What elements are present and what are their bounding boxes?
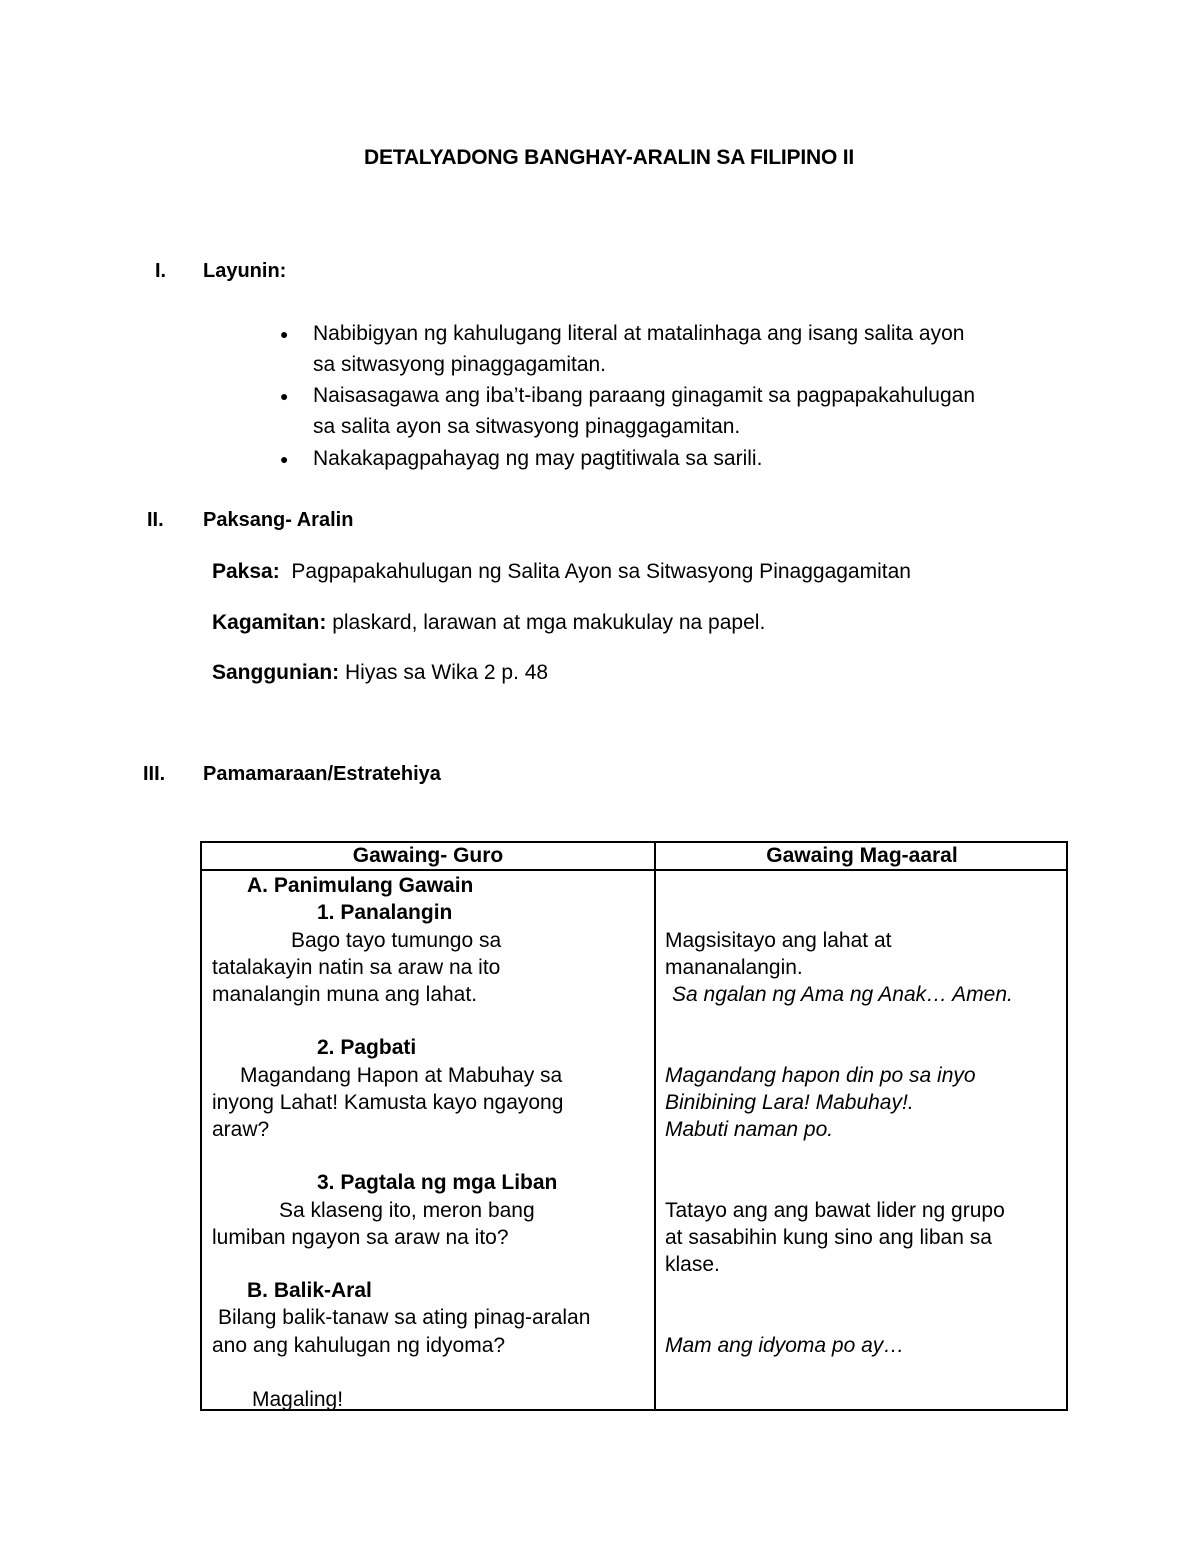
sanggunian-label: Sanggunian: — [212, 661, 340, 684]
section-2-number: II. — [147, 509, 164, 531]
student-r1-prayer: Sa ngalan ng Ama ng Anak… Amen. — [672, 983, 1013, 1006]
kagamitan-label: Kagamitan: — [212, 611, 327, 634]
kagamitan-value: plaskard, larawan at mga makukulay na papel. — [332, 611, 766, 634]
guro-s1-line: Bago tayo tumungo sa — [291, 929, 502, 952]
paksa-value: Pagpapakahulugan ng Salita Ayon sa Sitwasyong Pinaggagamitan — [291, 560, 911, 583]
guro-b-heading: B. Balik-Aral — [247, 1279, 372, 1302]
sanggunian-row — [212, 657, 548, 688]
guro-b-line: ano ang kahulugan ng idyoma? — [212, 1334, 506, 1357]
sanggunian-value: Hiyas sa Wika 2 p. 48 — [345, 661, 549, 684]
section-1-number: I. — [155, 260, 167, 282]
header-gawaing-mag-aaral: Gawaing Mag-aaral — [766, 844, 958, 867]
guro-s1-heading: 1. Panalangin — [317, 901, 453, 924]
header-divider — [202, 869, 1066, 871]
objective-3-line-1: Nakakapagpahayag ng may pagtitiwala sa sarili. — [313, 447, 763, 470]
section-3-number: III. — [143, 763, 166, 785]
guro-s2-line: inyong Lahat! Kamusta kayo ngayong — [212, 1091, 564, 1114]
guro-s3-heading: 3. Pagtala ng mga Liban — [317, 1171, 558, 1194]
header-gawaing-guro: Gawaing- Guro — [352, 844, 504, 867]
student-r3-line: at sasabihin kung sino ang liban sa — [665, 1226, 992, 1249]
student-r2-line: Mabuti naman po. — [665, 1118, 834, 1141]
paksa-label: Paksa: — [212, 560, 280, 583]
guro-s2-line: araw? — [212, 1118, 270, 1141]
bullet-icon: ● — [280, 388, 289, 404]
bullet-icon: ● — [280, 451, 289, 467]
bullet-icon: ● — [280, 326, 289, 342]
document-title: DETALYADONG BANGHAY-ARALIN SA FILIPINO II — [363, 146, 855, 169]
guro-s1-line: manalangin muna ang lahat. — [212, 983, 478, 1006]
objective-2-line-2: sa salita ayon sa sitwasyong pinaggagamitan. — [313, 415, 741, 438]
guro-a-heading: A. Panimulang Gawain — [247, 874, 474, 897]
student-r1-line: Magsisitayo ang lahat at — [665, 929, 892, 952]
guro-s1-line: tatalakayin natin sa araw na ito — [212, 956, 501, 979]
student-r2-line: Binibining Lara! Mabuhay!. — [665, 1091, 914, 1114]
student-r3-line: Tatayo ang ang bawat lider ng grupo — [665, 1199, 1005, 1222]
section-1-heading: Layunin: — [203, 260, 287, 282]
objective-2-line-1: Naisasagawa ang iba’t-ibang paraang ginagamit sa pagpapakahulugan — [313, 384, 975, 407]
section-3-heading: Pamamaraan/Estratehiya — [203, 763, 441, 785]
paksa-row — [212, 556, 911, 587]
student-r2-line: Magandang hapon din po sa inyo — [665, 1064, 976, 1087]
student-r4-line: Mam ang idyoma po ay… — [665, 1334, 905, 1357]
guro-s3-line: lumiban ngayon sa araw na ito? — [212, 1226, 509, 1249]
guro-b-closing: Magaling! — [252, 1388, 344, 1411]
lesson-table — [200, 841, 1068, 1411]
guro-s2-heading: 2. Pagbati — [317, 1036, 417, 1059]
student-r1-line: mananalangin. — [665, 956, 803, 979]
section-2-heading: Paksang- Aralin — [203, 509, 354, 531]
guro-s3-line: Sa klaseng ito, meron bang — [279, 1199, 535, 1222]
objective-1-line-2: sa sitwasyong pinaggagamitan. — [313, 353, 607, 376]
guro-b-line: Bilang balik-tanaw sa ating pinag-aralan — [218, 1306, 591, 1329]
kagamitan-row — [212, 607, 765, 638]
objective-1-line-1: Nabibigyan ng kahulugang literal at matalinhaga ang isang salita ayon — [313, 322, 965, 345]
guro-s2-line: Magandang Hapon at Mabuhay sa — [240, 1064, 563, 1087]
student-r3-line: klase. — [665, 1253, 720, 1276]
column-divider — [654, 843, 656, 1409]
